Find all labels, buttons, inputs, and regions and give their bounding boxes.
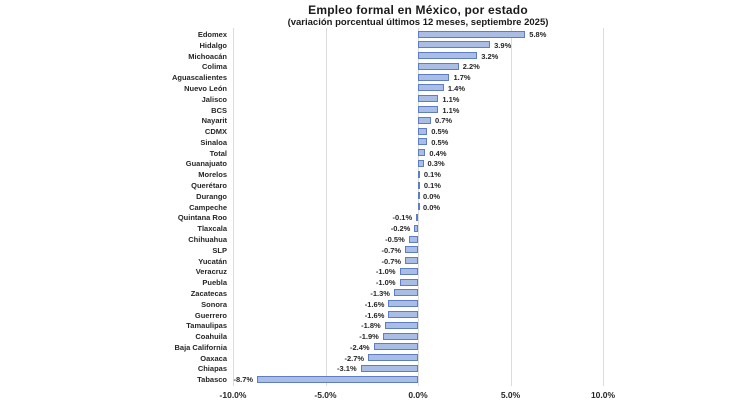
value-label: 0.7% — [434, 116, 453, 126]
state-label: Oaxaca — [200, 353, 227, 363]
bar — [388, 300, 418, 307]
bar — [418, 171, 420, 178]
state-label: Durango — [196, 191, 227, 201]
state-label: Nayarit — [201, 116, 227, 126]
state-label: Baja California — [174, 342, 227, 352]
value-label: -1.0% — [375, 278, 396, 288]
bar — [400, 279, 419, 286]
bar — [418, 84, 444, 91]
state-label: Aguascalientes — [171, 73, 227, 83]
bar — [361, 365, 418, 372]
bar — [400, 268, 419, 275]
state-label: Coahuila — [195, 332, 227, 342]
bar — [418, 138, 427, 145]
value-label: 0.5% — [431, 127, 449, 137]
state-label: Nuevo León — [184, 83, 227, 93]
bar — [418, 203, 420, 210]
x-tick-label: 0.0% — [408, 390, 428, 400]
bar — [418, 63, 459, 70]
value-label: 1.7% — [453, 73, 471, 83]
value-label: 1.1% — [442, 105, 460, 115]
bar — [418, 182, 420, 189]
state-label: Sonora — [201, 299, 227, 309]
bar — [383, 333, 418, 340]
bar — [416, 214, 418, 221]
bar — [368, 354, 418, 361]
state-label: Tlaxcala — [197, 224, 227, 234]
value-label: -2.7% — [344, 353, 365, 363]
state-label: Tamaulipas — [186, 321, 227, 331]
x-tick-label: 10.0% — [590, 390, 616, 400]
bar — [418, 149, 425, 156]
state-label: Colima — [201, 62, 227, 72]
state-label: Zacatecas — [190, 288, 227, 298]
value-label: -1.6% — [364, 310, 385, 320]
x-tick-label: -10.0% — [219, 390, 247, 400]
state-label: Jalisco — [201, 94, 227, 104]
bar — [385, 322, 418, 329]
state-label: Total — [209, 148, 227, 158]
x-tick-label: -5.0% — [314, 390, 337, 400]
state-label: SLP — [212, 245, 227, 255]
gridline — [603, 28, 604, 386]
state-label: Hidalgo — [199, 40, 227, 50]
state-label: BCS — [211, 105, 227, 115]
bar — [394, 289, 418, 296]
value-label: 1.1% — [442, 94, 460, 104]
bar — [418, 160, 424, 167]
state-label: Chiapas — [197, 364, 227, 374]
value-label: -1.3% — [370, 288, 390, 298]
bar — [418, 41, 490, 48]
bar — [418, 52, 477, 59]
state-label: Guanajuato — [185, 159, 227, 169]
bar — [409, 236, 418, 243]
value-label: 3.2% — [481, 51, 499, 61]
value-label: -1.0% — [375, 267, 396, 277]
bar — [418, 128, 427, 135]
bar — [405, 246, 418, 253]
value-label: 0.1% — [423, 181, 441, 191]
bar — [418, 106, 438, 113]
x-tick-label: 5.0% — [500, 390, 521, 400]
state-label: Tabasco — [197, 375, 227, 385]
chart-subtitle: (variación porcentual últimos 12 meses, septiembre 2025) — [287, 17, 549, 28]
value-label: -1.9% — [359, 332, 379, 342]
bar — [418, 117, 431, 124]
value-label: 0.4% — [429, 148, 447, 158]
value-label: -1.6% — [364, 299, 385, 309]
state-label: Chihuahua — [188, 235, 227, 244]
state-label: CDMX — [204, 127, 227, 137]
value-label: 3.9% — [494, 40, 512, 50]
state-label: Veracruz — [195, 267, 227, 277]
value-label: 0.5% — [431, 137, 449, 147]
state-label: Querétaro — [191, 181, 227, 191]
state-label: Morelos — [198, 170, 227, 180]
value-label: -3.1% — [337, 364, 357, 374]
bar — [374, 343, 418, 350]
bar — [388, 311, 418, 318]
state-label: Guerrero — [194, 310, 227, 320]
bar — [418, 74, 449, 81]
value-label: -0.5% — [385, 235, 405, 244]
state-label: Puebla — [202, 278, 227, 288]
state-label: Yucatán — [198, 256, 227, 266]
state-label: Sinaloa — [200, 137, 227, 147]
value-label: -0.1% — [392, 213, 413, 223]
state-label: Edomex — [197, 30, 227, 39]
state-label: Quintana Roo — [177, 213, 227, 223]
value-label: 2.2% — [462, 62, 480, 72]
value-label: -2.4% — [350, 342, 370, 352]
value-label: -0.2% — [390, 224, 411, 234]
state-label: Campeche — [189, 202, 227, 212]
bar — [418, 95, 438, 102]
bar — [257, 376, 418, 383]
chart-title: Empleo formal en México, por estado — [308, 3, 528, 17]
value-label: 5.8% — [529, 30, 547, 39]
value-label: 1.4% — [447, 83, 465, 93]
state-label: Michoacán — [188, 51, 227, 61]
bar — [418, 192, 420, 199]
bar — [414, 225, 418, 232]
bar — [405, 257, 418, 264]
value-label: 0.0% — [423, 202, 441, 212]
value-label: 0.1% — [423, 170, 441, 180]
bar — [418, 31, 525, 38]
value-label: -1.8% — [361, 321, 381, 331]
value-label: 0.3% — [427, 159, 445, 169]
value-label: -0.7% — [381, 256, 402, 266]
gridline — [511, 28, 512, 386]
value-label: 0.0% — [423, 191, 441, 201]
value-label: -0.7% — [381, 245, 402, 255]
value-label: -8.7% — [233, 375, 254, 385]
